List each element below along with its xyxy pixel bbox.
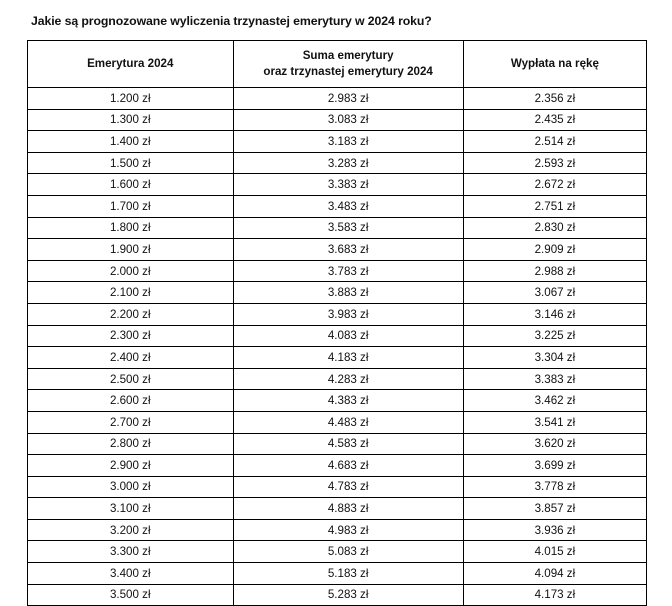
table-row bbox=[28, 174, 647, 196]
table-row bbox=[28, 325, 647, 347]
cell-sum-with-thirteenth: 4.983 zł bbox=[233, 519, 463, 541]
cell-sum-with-thirteenth: 4.783 zł bbox=[233, 476, 463, 498]
cell-net-payout: 3.541 zł bbox=[463, 411, 646, 433]
table-body bbox=[28, 88, 647, 606]
table-row bbox=[28, 390, 647, 412]
table-row bbox=[28, 88, 647, 110]
cell-pension-2024: 2.500 zł bbox=[28, 368, 234, 390]
column-header-line2: oraz trzynastej emerytury 2024 bbox=[263, 65, 433, 78]
column-header-line1: Wypłata na rękę bbox=[510, 57, 599, 71]
cell-pension-2024: 1.400 zł bbox=[28, 131, 234, 153]
table-row bbox=[28, 455, 647, 477]
cell-net-payout: 4.173 zł bbox=[463, 584, 646, 606]
cell-sum-with-thirteenth: 4.583 zł bbox=[233, 433, 463, 455]
cell-pension-2024: 2.600 zł bbox=[28, 390, 234, 412]
table-row bbox=[28, 411, 647, 433]
table-row bbox=[28, 282, 647, 304]
cell-net-payout: 2.356 zł bbox=[463, 88, 646, 110]
cell-sum-with-thirteenth: 3.083 zł bbox=[233, 109, 463, 131]
cell-sum-with-thirteenth: 3.283 zł bbox=[233, 152, 463, 174]
table-header-row bbox=[28, 41, 647, 88]
table-row bbox=[28, 519, 647, 541]
column-header-line1: Emerytura 2024 bbox=[87, 57, 174, 71]
cell-sum-with-thirteenth: 5.183 zł bbox=[233, 563, 463, 585]
cell-net-payout: 2.672 zł bbox=[463, 174, 646, 196]
cell-net-payout: 3.383 zł bbox=[463, 368, 646, 390]
table-row bbox=[28, 347, 647, 369]
table-row bbox=[28, 131, 647, 153]
pension-table bbox=[27, 40, 647, 606]
cell-pension-2024: 1.200 zł bbox=[28, 88, 234, 110]
cell-pension-2024: 1.900 zł bbox=[28, 239, 234, 261]
cell-net-payout: 3.462 zł bbox=[463, 390, 646, 412]
cell-sum-with-thirteenth: 3.183 zł bbox=[233, 131, 463, 153]
cell-net-payout: 3.146 zł bbox=[463, 303, 646, 325]
column-header-sum-with-thirteenth bbox=[233, 41, 463, 88]
table-row bbox=[28, 217, 647, 239]
table-row bbox=[28, 303, 647, 325]
cell-sum-with-thirteenth: 4.383 zł bbox=[233, 390, 463, 412]
cell-pension-2024: 2.200 zł bbox=[28, 303, 234, 325]
cell-sum-with-thirteenth: 4.683 zł bbox=[233, 455, 463, 477]
cell-net-payout: 3.225 zł bbox=[463, 325, 646, 347]
cell-net-payout: 3.936 zł bbox=[463, 519, 646, 541]
table-row bbox=[28, 563, 647, 585]
cell-net-payout: 2.830 zł bbox=[463, 217, 646, 239]
table-row bbox=[28, 239, 647, 261]
cell-sum-with-thirteenth: 4.083 zł bbox=[233, 325, 463, 347]
cell-sum-with-thirteenth: 3.683 zł bbox=[233, 239, 463, 261]
table-row bbox=[28, 498, 647, 520]
cell-pension-2024: 1.600 zł bbox=[28, 174, 234, 196]
cell-sum-with-thirteenth: 3.383 zł bbox=[233, 174, 463, 196]
cell-net-payout: 3.857 zł bbox=[463, 498, 646, 520]
cell-pension-2024: 2.000 zł bbox=[28, 260, 234, 282]
cell-net-payout: 3.699 zł bbox=[463, 455, 646, 477]
cell-pension-2024: 3.400 zł bbox=[28, 563, 234, 585]
table-row bbox=[28, 541, 647, 563]
cell-net-payout: 2.909 zł bbox=[463, 239, 646, 261]
cell-net-payout: 2.593 zł bbox=[463, 152, 646, 174]
cell-pension-2024: 1.800 zł bbox=[28, 217, 234, 239]
cell-pension-2024: 2.100 zł bbox=[28, 282, 234, 304]
cell-sum-with-thirteenth: 4.283 zł bbox=[233, 368, 463, 390]
cell-net-payout: 2.751 zł bbox=[463, 195, 646, 217]
cell-net-payout: 3.304 zł bbox=[463, 347, 646, 369]
cell-pension-2024: 3.100 zł bbox=[28, 498, 234, 520]
cell-net-payout: 2.435 zł bbox=[463, 109, 646, 131]
cell-net-payout: 3.620 zł bbox=[463, 433, 646, 455]
cell-sum-with-thirteenth: 3.983 zł bbox=[233, 303, 463, 325]
cell-sum-with-thirteenth: 3.883 zł bbox=[233, 282, 463, 304]
cell-sum-with-thirteenth: 3.483 zł bbox=[233, 195, 463, 217]
cell-pension-2024: 3.500 zł bbox=[28, 584, 234, 606]
column-header-net-payout bbox=[463, 41, 646, 88]
cell-pension-2024: 2.700 zł bbox=[28, 411, 234, 433]
cell-pension-2024: 2.400 zł bbox=[28, 347, 234, 369]
table-row bbox=[28, 476, 647, 498]
cell-sum-with-thirteenth: 4.183 zł bbox=[233, 347, 463, 369]
cell-sum-with-thirteenth: 4.483 zł bbox=[233, 411, 463, 433]
cell-sum-with-thirteenth: 2.983 zł bbox=[233, 88, 463, 110]
cell-sum-with-thirteenth: 3.783 zł bbox=[233, 260, 463, 282]
cell-net-payout: 2.514 zł bbox=[463, 131, 646, 153]
cell-pension-2024: 3.200 zł bbox=[28, 519, 234, 541]
page-title: Jakie są prognozowane wyliczenia trzynastej emerytury w 2024 roku? bbox=[31, 14, 432, 28]
table-header bbox=[28, 41, 647, 88]
column-header-pension-2024 bbox=[28, 41, 234, 88]
cell-pension-2024: 3.000 zł bbox=[28, 476, 234, 498]
cell-pension-2024: 2.300 zł bbox=[28, 325, 234, 347]
cell-net-payout: 4.094 zł bbox=[463, 563, 646, 585]
cell-pension-2024: 2.900 zł bbox=[28, 455, 234, 477]
table-row bbox=[28, 109, 647, 131]
cell-pension-2024: 1.500 zł bbox=[28, 152, 234, 174]
cell-pension-2024: 1.300 zł bbox=[28, 109, 234, 131]
cell-sum-with-thirteenth: 5.083 zł bbox=[233, 541, 463, 563]
table-row bbox=[28, 433, 647, 455]
cell-pension-2024: 3.300 zł bbox=[28, 541, 234, 563]
cell-sum-with-thirteenth: 5.283 zł bbox=[233, 584, 463, 606]
cell-sum-with-thirteenth: 4.883 zł bbox=[233, 498, 463, 520]
cell-pension-2024: 2.800 zł bbox=[28, 433, 234, 455]
cell-net-payout: 4.015 zł bbox=[463, 541, 646, 563]
table-row bbox=[28, 584, 647, 606]
column-header-line1: Suma emerytury bbox=[302, 49, 394, 63]
table-row bbox=[28, 368, 647, 390]
table-row bbox=[28, 260, 647, 282]
table-row bbox=[28, 152, 647, 174]
cell-net-payout: 2.988 zł bbox=[463, 260, 646, 282]
cell-pension-2024: 1.700 zł bbox=[28, 195, 234, 217]
table-row bbox=[28, 195, 647, 217]
cell-net-payout: 3.778 zł bbox=[463, 476, 646, 498]
cell-net-payout: 3.067 zł bbox=[463, 282, 646, 304]
cell-sum-with-thirteenth: 3.583 zł bbox=[233, 217, 463, 239]
